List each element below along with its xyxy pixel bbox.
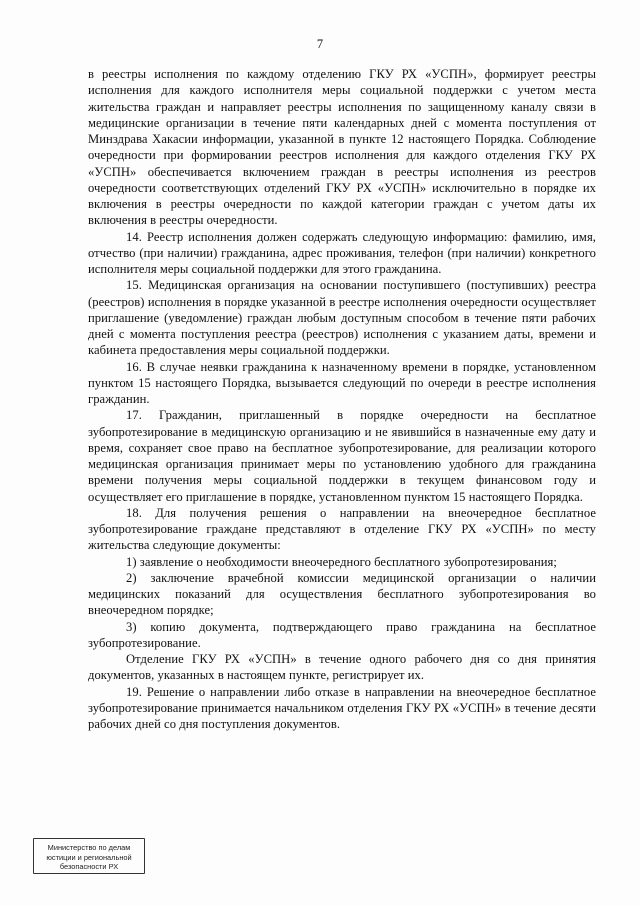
paragraph-registration: Отделение ГКУ РХ «УСПН» в течение одного рабочего дня со дня принятия документов, указанных в настоящем пункте, регистрирует их.	[88, 652, 596, 683]
paragraph-item-17: 17. Гражданин, приглашенный в порядке очередности на бесплатное зубопротезирование в медицинскую организацию и не явившийся в назначенные ему дату и время, сохраняет свое право на бесплатное зубопротезирование, для реализации которого медицинская организация принимает меры по установлению удобного для гражданина времени получения меры социальной поддержки в текущем финансовом году и осуществляет его приглашение в порядке, установленном пунктом 15 настоящего Порядка.	[88, 408, 596, 504]
paragraph-subitem-2: 2) заключение врачебной комиссии медицинской организации о наличии медицинских показаний для осуществления бесплатного зубопротезирования во внеочередном порядке;	[88, 570, 596, 618]
stamp-line-2: юстиции и региональной	[46, 852, 132, 862]
paragraph-item-14: 14. Реестр исполнения должен содержать следующую информацию: фамилию, имя, отчество (при наличии) гражданина, адрес проживания, телефон (при наличии) конкретного исполнителя меры социальной поддержки для этого гражданина.	[88, 229, 596, 276]
paragraph-item-16: 16. В случае неявки гражданина к назначенному времени в порядке, установленном пунктом 15 настоящего Порядка, вызывается следующий по очереди в реестре исполнения гражданин.	[88, 359, 596, 406]
paragraph-continuation: в реестры исполнения по каждому отделению ГКУ РХ «УСПН», формирует реестры исполнения для каждого исполнителя меры социальной поддержки с учетом места жительства граждан и направляет реестры исполнения по защищенному каналу связи в медицинские организации в течение пяти календарных дней с момента поступления от Минздрава Хакасии информации, указанной в пункте 12 настоящего Порядка. Соблюдение очередности при формировании реестров исполнения для каждого отделения ГКУ РХ «УСПН» обеспечивается включением граждан в реестры исполнения из реестров очередности соответствующих отделений ГКУ РХ «УСПН» исключительно в порядке их включения в реестры очередности по каждой категории граждан с учетом даты их включения в реестры очередности.	[88, 67, 596, 228]
paragraph-subitem-1: 1) заявление о необходимости внеочередного бесплатного зубопротезирования;	[126, 554, 557, 569]
stamp-line-1: Министерство по делам	[47, 843, 131, 852]
paragraph-subitem-3: 3) копию документа, подтверждающего право гражданина на бесплатное зубопротезирование.	[88, 619, 596, 650]
page-number: 7	[316, 37, 324, 51]
paragraph-item-19: 19. Решение о направлении либо отказе в направлении на внеочередное бесплатное зубопротезирование принимается начальником отделения ГКУ РХ «УСПН» в течение десяти рабочих дней со дня поступления документов.	[88, 684, 596, 731]
ministry-stamp	[33, 838, 145, 874]
paragraph-item-15: 15. Медицинская организация на основании поступившего (поступивших) реестра (реестров) исполнения в порядке указанной в реестре исполнения очередности осуществляет приглашение (уведомление) граждан любым доступным способом в течение пяти рабочих дней с момента поступления реестра (реестров) исполнения с указанием даты, времени и кабинета предоставления меры социальной поддержки.	[88, 278, 596, 358]
stamp-line-3: безопасности РХ	[59, 862, 119, 872]
paragraph-item-18: 18. Для получения решения о направлении на внеочередное бесплатное зубопротезирование граждане представляют в отделение ГКУ РХ «УСПН» по месту жительства следующие документы:	[88, 505, 596, 553]
document-body	[88, 66, 596, 732]
